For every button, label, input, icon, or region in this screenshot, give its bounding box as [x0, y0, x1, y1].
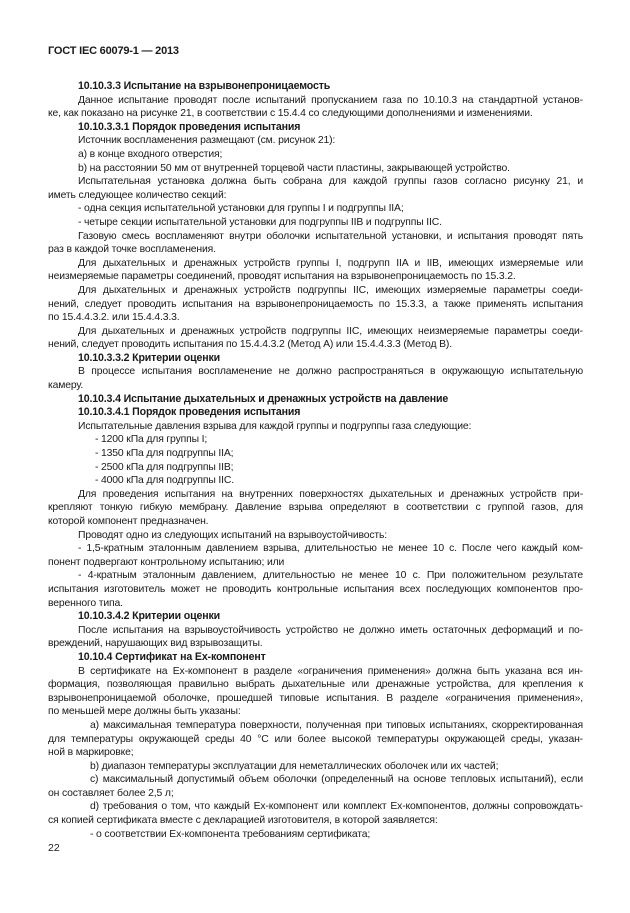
paragraph	[48, 162, 583, 176]
text-line: - четыре секции испытательной установки для подгруппы IIB и подгруппы IIC.	[78, 216, 442, 228]
paragraph	[48, 800, 583, 827]
text-line: Газовую смесь воспламеняют внутри оболочки испытательной установки, и испытания проводят пять	[78, 230, 583, 242]
section-heading	[48, 352, 583, 366]
section-heading	[48, 406, 583, 420]
section-heading	[48, 610, 583, 624]
text-line: которой компонент предназначен.	[48, 516, 209, 527]
text-line: Для дыхательных и дренажных устройств группы I, подгрупп IIA и IIB, имеющих измеряемые или	[78, 257, 583, 269]
text-line: b) диапазон температуры эксплуатации для неметаллических оболочек или их частей;	[90, 760, 499, 772]
text-line: формация, позволяющая правильно выбрать дыхательные или дренажные устройства, для крепления к	[48, 679, 583, 691]
text-line: для температуры окружающей среды 40 °С или более высокой температуры окружающей среды, указан-	[48, 733, 583, 745]
section-heading	[48, 80, 583, 94]
list-item	[48, 433, 583, 447]
text-line: раз в каждой точке воспламенения.	[48, 244, 216, 256]
text-line: 10.10.3.4.2 Критерии оценки	[78, 610, 220, 623]
text-line: - 4000 кПа для подгруппы IIC.	[95, 475, 234, 487]
paragraph	[48, 148, 583, 162]
text-line: 10.10.3.4 Испытание дыхательных и дренажных устройств на давление	[78, 392, 449, 405]
text-line: 10.10.3.3 Испытание на взрывонепроницаемость	[78, 80, 331, 92]
text-line: - 1,5-кратным эталонным давлением взрыва, длительностью не менее 10 с. После чего каждый ком-	[78, 543, 583, 555]
text-line: - о соответствии Ex-компонента требованиям сертификата;	[90, 828, 371, 840]
text-line: по меньшей мере должны быть указаны:	[48, 706, 241, 718]
document-body	[48, 80, 583, 841]
list-item	[48, 461, 583, 475]
paragraph	[48, 542, 583, 569]
text-line: понент подвергают контрольному испытанию; или	[48, 556, 285, 568]
text-line: Испытательная установка должна быть собрана для каждой группы газов согласно рисунку 21, и	[78, 176, 583, 188]
text-line: иметь следующее количество секций:	[48, 189, 227, 201]
text-line: c) максимальный допустимый объем оболочки (определенный на основе тепловых испытаний), если	[90, 774, 583, 786]
text-line: по 15.4.4.3.2. или 15.4.4.3.3.	[48, 312, 180, 324]
text-line: 10.10.3.3.2 Критерии оценки	[78, 351, 220, 364]
text-line: a) в конце входного отверстия;	[78, 148, 223, 160]
text-line: После испытания на взрывоустойчивость устройство не должно иметь остаточных деформаций и по-	[78, 624, 583, 636]
text-line: ся копией сертификата вместе с декларацией изготовителя, в которой заявляется:	[48, 815, 438, 827]
list-item	[48, 474, 583, 488]
text-line: - одна секция испытательной установки для группы I и подгруппы IIA;	[78, 203, 404, 215]
text-line: веренного типа.	[48, 597, 123, 609]
paragraph	[48, 569, 583, 610]
text-line: нений, следует проводить испытания на взрывонепроницаемость по 15.3.3, а также применять испытания	[48, 298, 583, 310]
text-line: Испытательные давления взрыва для каждой группы и подгруппы газа следующие:	[78, 420, 472, 432]
text-line: нений, следует проводить испытания по 15.4.4.3.2 (Метод А) или 15.4.4.3.3 (Метод В).	[48, 339, 452, 351]
paragraph	[48, 134, 583, 148]
text-line: камеру.	[48, 380, 84, 392]
page-number: 22	[48, 842, 60, 854]
paragraph	[48, 202, 583, 216]
paragraph	[48, 257, 583, 284]
text-line: - 1200 кПа для группы I;	[95, 434, 208, 446]
paragraph	[48, 529, 583, 543]
text-line: взрывонепроницаемой оболочке, прошедшей типовые испытания. В разделе «ограничения применения»,	[48, 692, 583, 704]
paragraph	[48, 665, 583, 719]
paragraph	[48, 719, 583, 760]
paragraph	[48, 284, 583, 325]
text-line: ной в маркировке;	[48, 747, 134, 759]
paragraph	[48, 420, 583, 434]
paragraph	[48, 760, 583, 774]
text-line: В процессе испытания воспламенение не должно распространяться в окружающую испытательную	[78, 366, 583, 378]
paragraph	[48, 488, 583, 529]
text-line: Для дыхательных и дренажных устройств подгруппы IIC, имеющих неизмеряемые параметры соеди-	[78, 325, 583, 337]
text-line: В сертификате на Ex-компонент в разделе «ограничения применения» должна быть указана вся ин-	[78, 665, 583, 677]
paragraph	[48, 365, 583, 392]
text-line: 10.10.3.3.1 Порядок проведения испытания	[78, 120, 301, 133]
text-line: 10.10.4 Сертификат на Ex-компонент	[78, 650, 266, 663]
paragraph	[48, 94, 583, 121]
paragraph	[48, 325, 583, 352]
text-line: - 2500 кПа для подгруппы IIB;	[95, 461, 234, 473]
paragraph	[48, 216, 583, 230]
document-header: ГОСТ IEC 60079-1 — 2013	[48, 45, 179, 57]
list-item	[48, 447, 583, 461]
text-line: вреждений, нарушающих вид взрывозащиты.	[48, 638, 263, 650]
section-heading	[48, 651, 583, 665]
text-line: неизмеряемые параметры соединений, проводят испытания на взрывонепроницаемость по 15.3.2.	[48, 271, 516, 283]
text-line: Данное испытание проводят после испытаний пропусканием газа по 10.10.3 на стандартной установ-	[78, 94, 583, 106]
paragraph	[48, 624, 583, 651]
paragraph	[48, 175, 583, 202]
text-line: d) требования о том, что каждый Ex-компонент или комплект Ex-компонентов, должны сопровождать-	[90, 801, 583, 813]
text-line: a) максимальная температура поверхности, полученная при типовых испытаниях, скорректированная	[90, 719, 583, 731]
text-line: 10.10.3.4.1 Порядок проведения испытания	[78, 406, 301, 419]
section-heading	[48, 121, 583, 135]
section-heading	[48, 393, 583, 407]
paragraph	[48, 773, 583, 800]
text-line: Для дыхательных и дренажных устройств подгруппы IIC, имеющих измеряемые параметры соеди-	[78, 284, 583, 296]
text-line: - 4-кратным эталонным давлением, длительностью не менее 10 с. При положительном результате	[78, 570, 583, 582]
paragraph	[48, 828, 583, 842]
text-line: крепляют тонкую гибкую мембрану. Давление взрыва определяют в соответствии с группой газов, для	[48, 502, 583, 514]
text-line: испытания изготовитель может не проводить контрольные испытания всех последующих компонентов про-	[48, 583, 583, 595]
text-line: ке, как показано на рисунке 21, в соответствии с 15.4.4 со следующими дополнениями и изменениями.	[48, 108, 533, 120]
paragraph	[48, 230, 583, 257]
text-line: Проводят одно из следующих испытаний на взрывоустойчивость:	[78, 529, 388, 541]
text-line: он составляет более 2,5 л;	[48, 787, 174, 799]
text-line: - 1350 кПа для подгруппы IIA;	[95, 448, 234, 460]
text-line: Для проведения испытания на внутренних поверхностях дыхательных и дренажных устройств при-	[78, 488, 583, 500]
text-line: b) на расстоянии 50 мм от внутренней торцевой части пластины, закрывающей устройство.	[78, 162, 510, 174]
text-line: Источник воспламенения размещают (см. рисунок 21):	[78, 135, 336, 147]
